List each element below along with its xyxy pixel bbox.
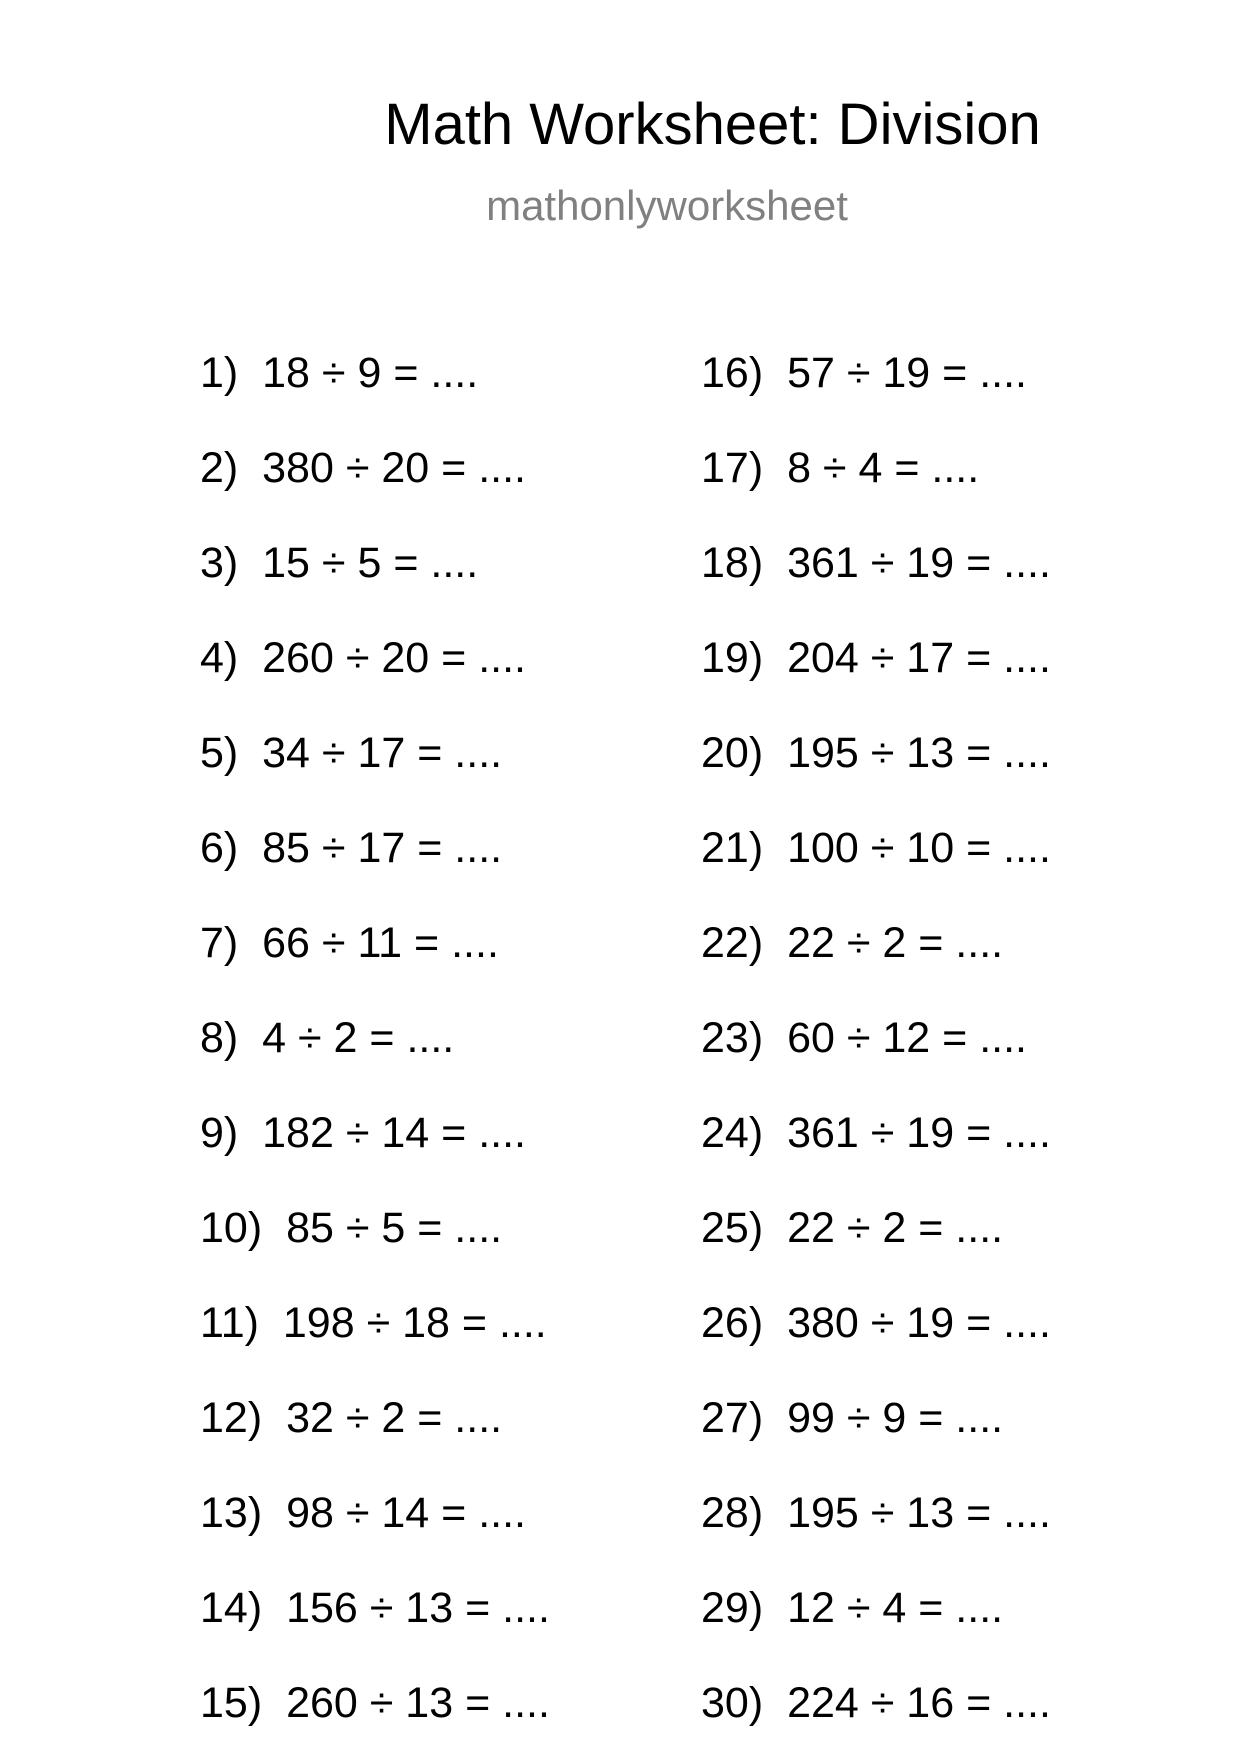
problem-expression: 260 ÷ 20 = .... [262, 634, 526, 682]
problem-item [200, 1489, 527, 1537]
problem-expression: 361 ÷ 19 = .... [787, 539, 1051, 587]
problem-item [200, 634, 526, 682]
problem-item [701, 444, 980, 492]
problem-number: 3) [200, 539, 239, 587]
problem-expression: 100 ÷ 10 = .... [787, 824, 1051, 872]
problem-expression: 198 ÷ 18 = .... [282, 1299, 547, 1347]
problem-item [200, 1014, 455, 1062]
problem-number: 24) [701, 1109, 764, 1157]
problem-item [701, 634, 1051, 682]
problem-expression: 85 ÷ 17 = .... [262, 824, 503, 872]
problem-item [200, 349, 479, 397]
problem-number: 7) [200, 919, 239, 967]
problem-expression: 260 ÷ 13 = .... [286, 1679, 550, 1727]
problem-expression: 204 ÷ 17 = .... [787, 634, 1051, 682]
problem-expression: 18 ÷ 9 = .... [262, 349, 479, 397]
problem-number: 8) [200, 1014, 239, 1062]
problem-expression: 380 ÷ 19 = .... [787, 1299, 1051, 1347]
problem-number: 21) [701, 824, 764, 872]
problem-expression: 66 ÷ 11 = .... [262, 919, 499, 967]
problem-expression: 380 ÷ 20 = .... [262, 444, 526, 492]
problem-expression: 12 ÷ 4 = .... [787, 1584, 1004, 1632]
problem-item [200, 444, 526, 492]
problem-number: 22) [701, 919, 764, 967]
problem-item [200, 824, 503, 872]
problem-number: 5) [200, 729, 239, 777]
problem-expression: 99 ÷ 9 = .... [787, 1394, 1004, 1442]
problem-number: 19) [701, 634, 764, 682]
problem-expression: 156 ÷ 13 = .... [286, 1584, 550, 1632]
problem-item [701, 1489, 1051, 1537]
problem-expression: 57 ÷ 19 = .... [787, 349, 1028, 397]
problem-number: 11) [200, 1299, 259, 1347]
problem-item [701, 539, 1051, 587]
problem-number: 12) [200, 1394, 263, 1442]
problem-item [200, 919, 499, 967]
problem-item [200, 1204, 503, 1252]
problem-expression: 361 ÷ 19 = .... [787, 1109, 1051, 1157]
problem-number: 28) [701, 1489, 764, 1537]
problem-number: 9) [200, 1109, 239, 1157]
problem-item [701, 1204, 1004, 1252]
worksheet-subtitle: mathonlyworksheet [486, 182, 848, 229]
problem-expression: 195 ÷ 13 = .... [787, 1489, 1051, 1537]
problem-number: 4) [200, 634, 239, 682]
problem-item [701, 729, 1051, 777]
problem-expression: 182 ÷ 14 = .... [262, 1109, 526, 1157]
problem-expression: 195 ÷ 13 = .... [787, 729, 1051, 777]
problem-item [701, 1109, 1051, 1157]
problem-item [200, 729, 503, 777]
problem-expression: 22 ÷ 2 = .... [787, 919, 1004, 967]
problem-item [200, 1299, 547, 1347]
problem-item [200, 1679, 550, 1727]
problem-item [701, 824, 1051, 872]
problem-number: 6) [200, 824, 239, 872]
problem-expression: 224 ÷ 16 = .... [787, 1679, 1051, 1727]
problem-number: 2) [200, 444, 239, 492]
problem-number: 10) [200, 1204, 263, 1252]
problem-expression: 32 ÷ 2 = .... [286, 1394, 503, 1442]
problem-item [701, 1584, 1004, 1632]
problem-expression: 85 ÷ 5 = .... [286, 1204, 503, 1252]
problem-expression: 34 ÷ 17 = .... [262, 729, 503, 777]
problem-number: 15) [200, 1679, 263, 1727]
worksheet-title: Math Worksheet: Division [384, 92, 1041, 157]
problem-number: 25) [701, 1204, 764, 1252]
problem-expression: 60 ÷ 12 = .... [787, 1014, 1028, 1062]
problem-number: 1) [200, 349, 239, 397]
problem-item [701, 1299, 1051, 1347]
problem-number: 29) [701, 1584, 764, 1632]
problem-item [701, 349, 1028, 397]
problem-item [701, 1014, 1028, 1062]
problem-expression: 22 ÷ 2 = .... [787, 1204, 1004, 1252]
problem-item [200, 1394, 503, 1442]
problem-item [701, 919, 1004, 967]
problem-expression: 8 ÷ 4 = .... [787, 444, 980, 492]
problem-item [200, 1109, 526, 1157]
problem-number: 16) [701, 349, 764, 397]
problem-number: 13) [200, 1489, 263, 1537]
problem-number: 27) [701, 1394, 764, 1442]
problem-item [701, 1679, 1051, 1727]
problem-item [200, 1584, 550, 1632]
problem-number: 14) [200, 1584, 263, 1632]
problem-number: 18) [701, 539, 764, 587]
problem-number: 26) [701, 1299, 764, 1347]
problem-expression: 98 ÷ 14 = .... [286, 1489, 527, 1537]
problem-item [701, 1394, 1004, 1442]
problem-number: 30) [701, 1679, 764, 1727]
problem-number: 20) [701, 729, 764, 777]
problem-expression: 15 ÷ 5 = .... [262, 539, 479, 587]
problem-expression: 4 ÷ 2 = .... [262, 1014, 455, 1062]
problem-number: 23) [701, 1014, 764, 1062]
problem-number: 17) [701, 444, 764, 492]
problem-item [200, 539, 479, 587]
